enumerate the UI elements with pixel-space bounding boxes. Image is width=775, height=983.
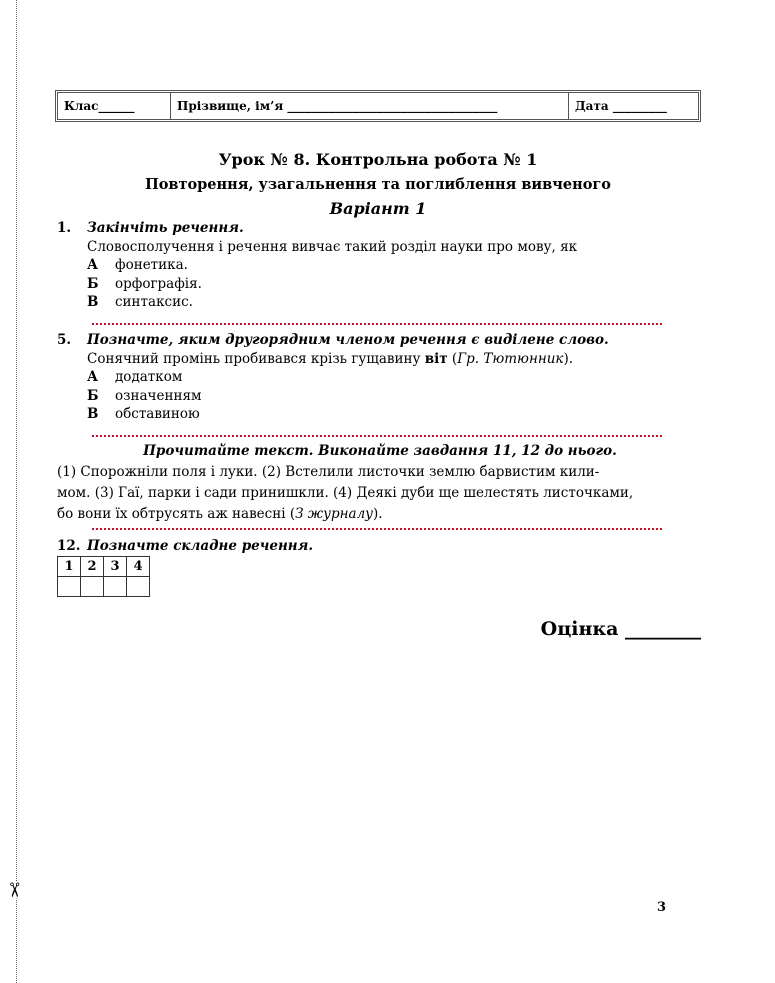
reading-line: мом. (3) Гаї, парки і сади принишкли. (4) Деякі дуби ще шелестять листочками,: [57, 485, 634, 501]
answer-grid-header-row: [58, 557, 150, 577]
option-letter: Б: [87, 387, 99, 404]
question-text: Словосполучення і речення вивчає такий розділ науки про мову, як: [87, 238, 578, 255]
date-field[interactable]: Дата _________: [575, 99, 667, 113]
reading-instructions: Прочитайте текст. Виконайте завдання 11, 12 до нього.: [143, 443, 617, 459]
page-number: 3: [657, 900, 667, 915]
option-text: обставиною: [115, 406, 200, 422]
section-divider: [92, 435, 662, 437]
question-text: Сонячний промінь пробивався крізь гущавину віт (Гр. Тютюнник).: [87, 350, 574, 367]
option-letter: Б: [87, 275, 99, 292]
variant-title: Варіант 1: [329, 199, 427, 218]
answer-cell-1[interactable]: [58, 577, 81, 597]
surname-field[interactable]: Прізвище, ім’я ___________________________________: [171, 93, 569, 119]
section-divider: [92, 323, 662, 325]
answer-grid-header: 2: [81, 557, 104, 577]
option-text: додатком: [115, 369, 183, 385]
option-letter: А: [87, 257, 98, 273]
source-attribution: З журналу: [295, 506, 373, 522]
lesson-title: Урок № 8. Контрольна робота № 1: [218, 150, 538, 169]
answer-option-b[interactable]: [57, 275, 577, 294]
class-field[interactable]: Клас______: [58, 93, 171, 119]
reading-line: бо вони їх обтрусять аж навесні (З журналу).: [57, 506, 383, 522]
answer-option-a[interactable]: [57, 256, 577, 275]
question-1: [57, 219, 577, 312]
answer-option-b[interactable]: [57, 387, 609, 406]
question-task: Закінчіть речення.: [87, 220, 244, 236]
option-text: означенням: [115, 387, 202, 404]
question-number: 1.: [57, 220, 72, 236]
question-task: Позначте складне речення.: [87, 538, 314, 554]
reading-line: (1) Спорожніли поля і луки. (2) Встелили листочки землю барвистим кили-: [57, 464, 600, 480]
option-letter: В: [87, 406, 99, 422]
option-text: орфографія.: [115, 275, 202, 292]
answer-grid-header: 3: [104, 557, 127, 577]
highlighted-word: віт: [424, 350, 448, 367]
lesson-subtitle: Повторення, узагальнення та поглиблення вивченого: [145, 176, 611, 193]
scissors-icon: ✂: [2, 881, 27, 899]
answer-cell-2[interactable]: [81, 577, 104, 597]
reading-text: [57, 462, 700, 525]
grade-field[interactable]: Оцінка ________: [540, 618, 701, 640]
answer-option-c[interactable]: [57, 405, 609, 424]
answer-option-c[interactable]: [57, 293, 577, 312]
question-5: [57, 331, 609, 424]
section-divider: [92, 528, 662, 530]
answer-cell-4[interactable]: [127, 577, 150, 597]
answer-grid-header: 4: [127, 557, 150, 577]
answer-grid-header: 1: [58, 557, 81, 577]
cut-line: [16, 0, 17, 983]
question-12: [57, 537, 313, 556]
question-number: 5.: [57, 332, 72, 348]
student-info-table: [55, 90, 701, 122]
answer-cell-3[interactable]: [104, 577, 127, 597]
source-attribution: Гр. Тютюнник: [457, 350, 564, 367]
option-letter: В: [87, 294, 99, 310]
question-task: Позначте, яким другорядним членом речення є виділене слово.: [87, 332, 609, 348]
option-text: синтаксис.: [115, 294, 193, 310]
question-number: 12.: [57, 538, 81, 554]
answer-grid-input-row: [58, 577, 150, 597]
option-text: фонетика.: [115, 257, 188, 273]
answer-grid: [57, 556, 150, 597]
answer-option-a[interactable]: [57, 368, 609, 387]
option-letter: А: [87, 369, 98, 385]
